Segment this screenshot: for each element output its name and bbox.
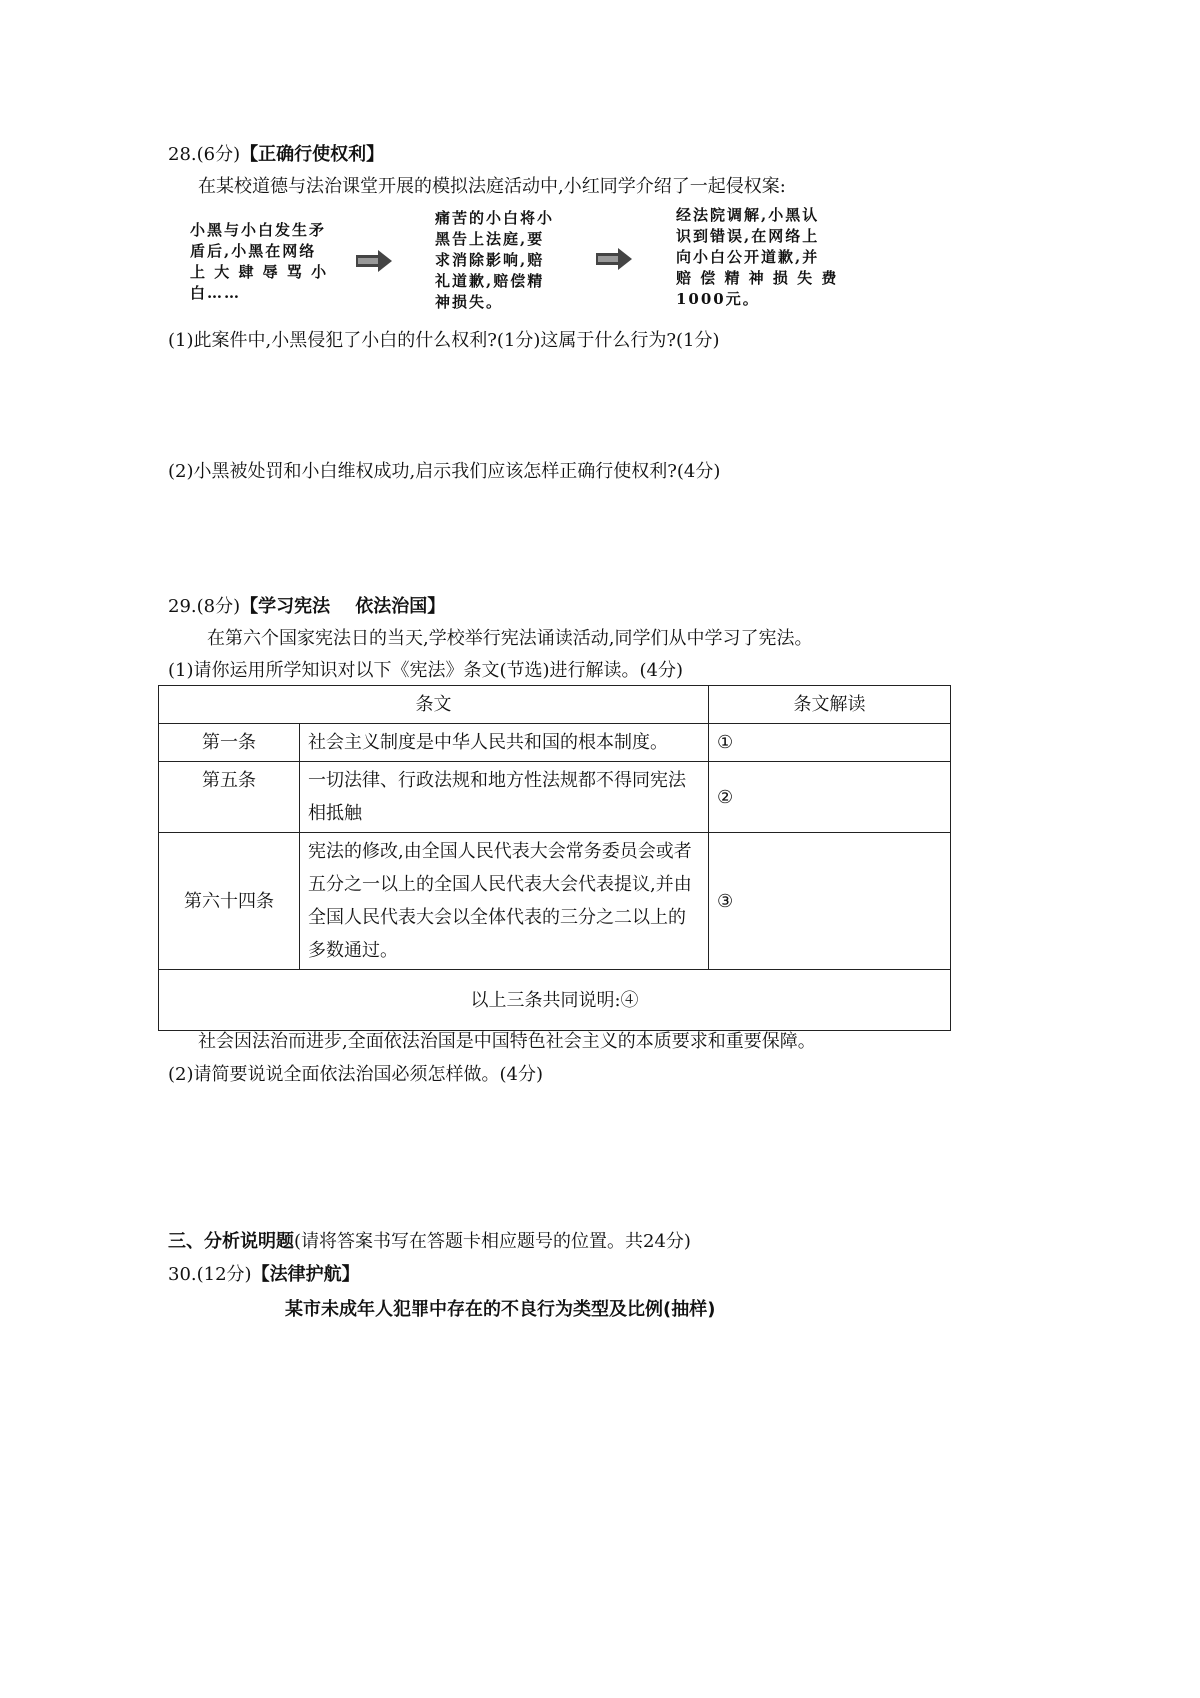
- q29-after: 社会因法治而进步,全面依法治国是中国特色社会主义的本质要求和重要保障。: [198, 1031, 816, 1052]
- arrow-right-icon: [356, 250, 392, 272]
- table-summary: 以上三条共同说明:④: [159, 970, 951, 1031]
- case-box-2: 痛苦的小白将小 黑告上法庭,要 求消除影响,赔 礼道歉,赔偿精 神损失。: [435, 209, 555, 311]
- header-interpretation: 条文解读: [709, 686, 951, 724]
- case-box-1: 小黑与小白发生矛 盾后,小黑在网络 上 大 肆 辱 骂 小 白……: [190, 221, 329, 302]
- constitution-table: [158, 685, 951, 1031]
- chart-title: 某市未成年人犯罪中存在的不良行为类型及比例(抽样): [285, 1299, 716, 1320]
- q28-sub1: (1)此案件中,小黑侵犯了小白的什么权利?(1分)这属于什么行为?(1分): [168, 330, 720, 351]
- q30-heading: 30.(12分)【法律护航】: [168, 1264, 360, 1285]
- q29-sub2: (2)请简要说说全面依法治国必须怎样做。(4分): [168, 1064, 543, 1085]
- section-3-heading: 三、分析说明题(请将答案书写在答题卡相应题号的位置。共24分): [168, 1231, 691, 1252]
- table-row: 第一条 社会主义制度是中华人民共和国的根本制度。 ①: [159, 724, 951, 762]
- q28-intro: 在某校道德与法治课堂开展的模拟法庭活动中,小红同学介绍了一起侵权案:: [198, 176, 786, 197]
- q28-heading: 28.(6分)【正确行使权利】: [168, 144, 385, 165]
- q29-sub1: (1)请你运用所学知识对以下《宪法》条文(节选)进行解读。(4分): [168, 660, 684, 681]
- q28-sub2: (2)小黑被处罚和小白维权成功,启示我们应该怎样正确行使权利?(4分): [168, 461, 721, 482]
- header-articles: 条文: [159, 686, 709, 724]
- table-row: 第五条 一切法律、行政法规和地方性法规都不得同宪法相抵触 ②: [159, 762, 951, 833]
- case-box-3: 经法院调解,小黑认 识到错误,在网络上 向小白公开道歉,并 赔 偿 精 神 损 失 费 1000元。: [676, 206, 839, 308]
- q29-heading: 29.(8分)【学习宪法 依法治国】: [168, 596, 446, 617]
- table-row: 第六十四条 宪法的修改,由全国人民代表大会常务委员会或者五分之一以上的全国人民代表大会代表提议,并由全国人民代表大会以全体代表的三分之二以上的多数通过。 ③: [159, 833, 951, 970]
- q29-intro: 在第六个国家宪法日的当天,学校举行宪法诵读活动,同学们从中学习了宪法。: [207, 628, 813, 649]
- arrow-right-icon: [596, 248, 632, 270]
